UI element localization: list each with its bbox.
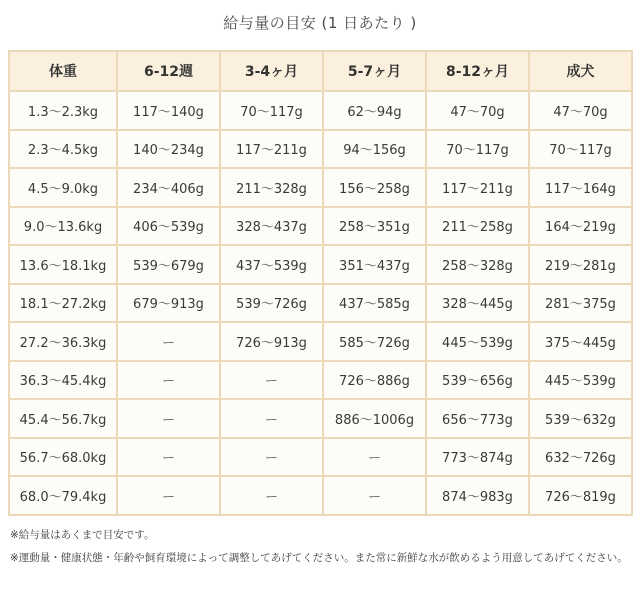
amount-cell: 70〜117g [220,91,323,130]
amount-cell: 585〜726g [323,322,426,361]
weight-cell: 9.0〜13.6kg [9,207,117,246]
amount-cell: ー [117,476,220,515]
amount-cell: 117〜211g [426,168,529,207]
amount-cell: 539〜656g [426,361,529,400]
weight-cell: 45.4〜56.7kg [9,399,117,438]
amount-cell: 164〜219g [529,207,632,246]
amount-cell: ー [220,361,323,400]
amount-cell: 632〜726g [529,438,632,477]
amount-cell: 539〜679g [117,245,220,284]
table-row [9,361,632,400]
amount-cell: 539〜726g [220,284,323,323]
amount-cell: ー [323,476,426,515]
amount-cell: ー [117,399,220,438]
amount-cell: 258〜328g [426,245,529,284]
amount-cell: 773〜874g [426,438,529,477]
table-row [9,207,632,246]
amount-cell: 726〜819g [529,476,632,515]
table-row [9,476,632,515]
weight-cell: 2.3〜4.5kg [9,130,117,169]
table-row [9,438,632,477]
header-adult: 成犬 [529,51,632,91]
amount-cell: 886〜1006g [323,399,426,438]
amount-cell: 445〜539g [529,361,632,400]
amount-cell: ー [220,438,323,477]
header-6-12-weeks: 6-12週 [117,51,220,91]
amount-cell: 679〜913g [117,284,220,323]
amount-cell: 47〜70g [426,91,529,130]
amount-cell: ー [220,399,323,438]
note-adjustment: ※運動量・健康状態・年齢や飼育環境によって調整してあげてください。また常に新鮮な水が飲めるよう用意してあげてください。 [10,552,628,564]
page-title: 給与量の目安 (1 日あたり ) [223,14,417,32]
table-row [9,168,632,207]
header-5-7-months: 5-7ヶ月 [323,51,426,91]
amount-cell: 281〜375g [529,284,632,323]
amount-cell: ー [323,438,426,477]
weight-cell: 4.5〜9.0kg [9,168,117,207]
table-row [9,399,632,438]
amount-cell: 351〜437g [323,245,426,284]
header-weight: 体重 [9,51,117,91]
amount-cell: 117〜140g [117,91,220,130]
amount-cell: 234〜406g [117,168,220,207]
weight-cell: 36.3〜45.4kg [9,361,117,400]
table-body [9,91,632,515]
amount-cell: 406〜539g [117,207,220,246]
header-3-4-months: 3-4ヶ月 [220,51,323,91]
amount-cell: 726〜886g [323,361,426,400]
amount-cell: 70〜117g [426,130,529,169]
amount-cell: 258〜351g [323,207,426,246]
amount-cell: 219〜281g [529,245,632,284]
amount-cell: 140〜234g [117,130,220,169]
amount-cell: ー [117,361,220,400]
amount-cell: ー [117,322,220,361]
amount-cell: 375〜445g [529,322,632,361]
table-row [9,284,632,323]
amount-cell: 328〜437g [220,207,323,246]
weight-cell: 27.2〜36.3kg [9,322,117,361]
amount-cell: 726〜913g [220,322,323,361]
amount-cell: 47〜70g [529,91,632,130]
table-row [9,245,632,284]
amount-cell: 656〜773g [426,399,529,438]
amount-cell: 437〜585g [323,284,426,323]
weight-cell: 18.1〜27.2kg [9,284,117,323]
table-row [9,91,632,130]
feeding-amount-table [8,50,633,516]
amount-cell: 94〜156g [323,130,426,169]
amount-cell: 874〜983g [426,476,529,515]
amount-cell: 211〜328g [220,168,323,207]
amount-cell: 70〜117g [529,130,632,169]
weight-cell: 68.0〜79.4kg [9,476,117,515]
amount-cell: 62〜94g [323,91,426,130]
amount-cell: 328〜445g [426,284,529,323]
amount-cell: 211〜258g [426,207,529,246]
table-row [9,130,632,169]
table-row [9,322,632,361]
weight-cell: 56.7〜68.0kg [9,438,117,477]
amount-cell: ー [220,476,323,515]
amount-cell: 445〜539g [426,322,529,361]
amount-cell: 539〜632g [529,399,632,438]
amount-cell: 117〜164g [529,168,632,207]
weight-cell: 1.3〜2.3kg [9,91,117,130]
notes [10,526,632,568]
weight-cell: 13.6〜18.1kg [9,245,117,284]
amount-cell: 117〜211g [220,130,323,169]
header-8-12-months: 8-12ヶ月 [426,51,529,91]
amount-cell: 156〜258g [323,168,426,207]
amount-cell: 437〜539g [220,245,323,284]
table-header-row [9,51,632,91]
note-estimate: ※給与量はあくまで目安です。 [10,529,155,541]
amount-cell: ー [117,438,220,477]
